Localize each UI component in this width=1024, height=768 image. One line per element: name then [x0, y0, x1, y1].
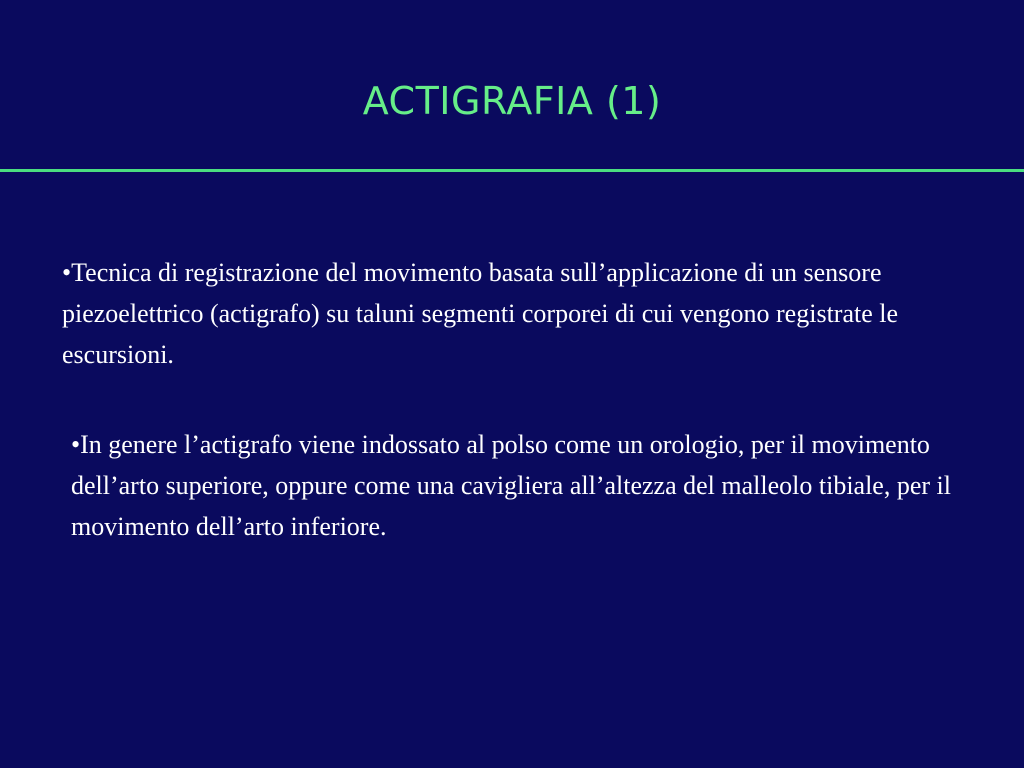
slide-title: ACTIGRAFIA (1) [362, 79, 662, 123]
title-divider [0, 169, 1024, 172]
bullet-paragraph-2: •In genere l’actigrafo viene indossato al polso come un orologio, per il movimento dell’arto superiore, oppure come una cavigliera all’altezza del malleolo tibiale, per il movimento dell’arto inferiore. [71, 430, 951, 541]
bullet-paragraph-1: •Tecnica di registrazione del movimento basata sull’applicazione di un sensore piezoelettrico (actigrafo) su taluni segmenti corporei di cui vengono registrate le escursioni. [62, 258, 899, 369]
